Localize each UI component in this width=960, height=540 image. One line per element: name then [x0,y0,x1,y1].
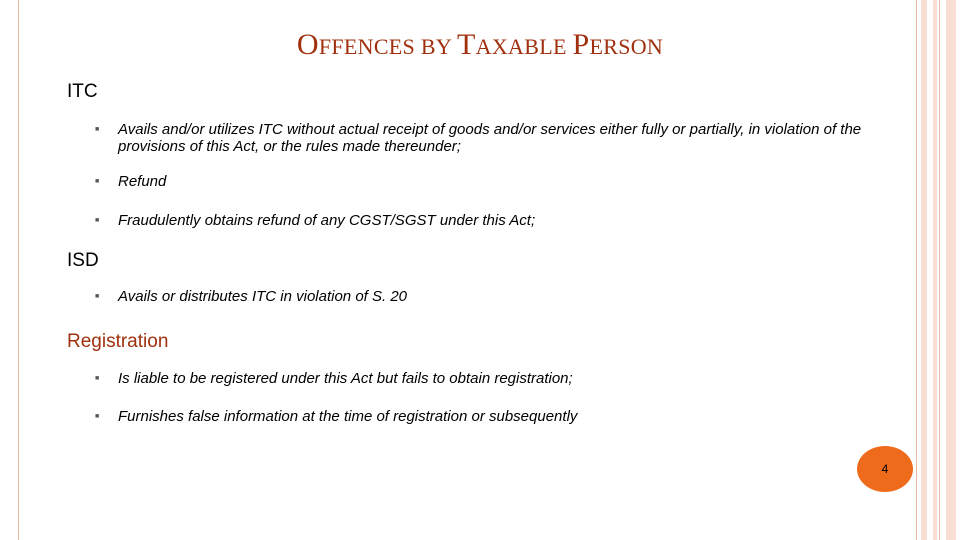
right-frame-line-2 [939,0,940,540]
list-item-text: Refund [118,173,167,190]
list-item-text: Is liable to be registered under this Act but fails to obtain registration; [118,370,573,387]
bullet-marker-icon: ■ [95,217,100,224]
left-frame-line [18,0,19,540]
list-item-text: Avails and/or utilizes ITC without actual receipt of goods and/or services either fully or partially, in violation of the provisions of this Act, or the rules made thereunder; [118,121,862,155]
list-item [95,370,875,387]
title-rest-2: AXABLE [475,34,573,59]
right-frame-stripe-1 [921,0,927,540]
list-item [95,212,875,229]
title-rest-3: ERSON [589,34,664,59]
bullet-marker-icon: ■ [95,178,100,185]
bullet-marker-icon: ■ [95,413,100,420]
list-item-text: Fraudulently obtains refund of any CGST/SGST under this Act; [118,212,536,229]
section-heading-itc: ITC [67,81,98,102]
bullet-marker-icon: ■ [95,293,100,300]
list-item-text: Furnishes false information at the time of registration or subsequently [118,408,578,425]
list-item [95,408,875,425]
list-item [95,121,875,155]
list-item-text: Avails or distributes ITC in violation of S. 20 [118,288,408,305]
list-item [95,288,875,305]
title-cap-3: P [572,28,590,61]
title-cap-1: O [296,28,319,61]
title-cap-2: T [457,28,476,61]
page-number-badge: 4 [857,446,913,492]
right-frame-stripe-3 [946,0,956,540]
slide-title [0,28,960,62]
right-frame-stripe-2 [933,0,937,540]
section-heading-isd: ISD [67,250,99,271]
title-rest-1: FFENCES BY [318,34,458,59]
bullet-marker-icon: ■ [95,375,100,382]
section-heading-registration: Registration [67,331,169,352]
right-frame-line-1 [916,0,917,540]
bullet-marker-icon: ■ [95,126,100,133]
list-item [95,173,875,190]
